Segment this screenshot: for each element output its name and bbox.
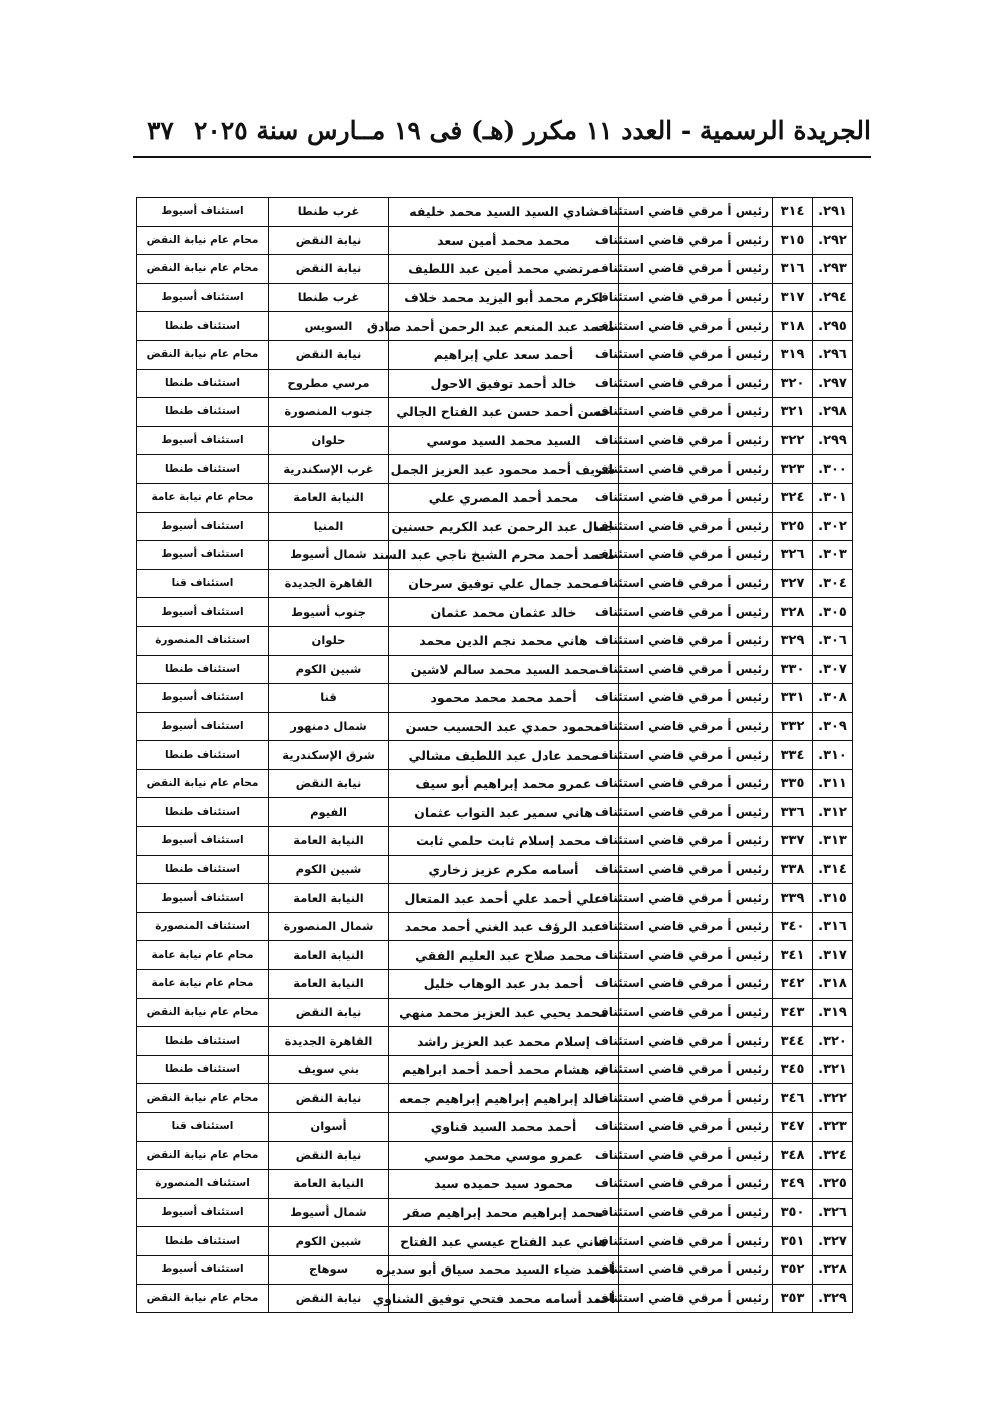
row-number-cell: ٣٢٢. xyxy=(813,1084,853,1113)
current-title-cell: رئيس أ مرقي قاضي استئناف xyxy=(619,1170,773,1199)
person-name-cell: محمد السيد محمد سالم لاشين xyxy=(389,655,619,684)
row-number-cell: ٣١٤. xyxy=(813,855,853,884)
assigned-court-cell: استئناف طنطا xyxy=(137,855,269,884)
table-row xyxy=(137,626,853,655)
current-title-cell: رئيس أ مرقي قاضي استئناف xyxy=(619,569,773,598)
assigned-court-cell: استئناف طنطا xyxy=(137,398,269,427)
seniority-code-cell: ٣٢٩ xyxy=(773,626,813,655)
person-name-cell: هاني عبد الفتاح عيسي عبد الفتاح xyxy=(389,1227,619,1256)
row-number-cell: ٣٢٩. xyxy=(813,1284,853,1313)
current-title-cell: رئيس أ مرقي قاضي استئناف xyxy=(619,369,773,398)
person-name-cell: أحمد محمد محمد محمود xyxy=(389,684,619,713)
assigned-location-cell: شبين الكوم xyxy=(269,655,389,684)
assigned-location-cell: المنيا xyxy=(269,512,389,541)
person-name-cell: محمد أحمد المصري علي xyxy=(389,483,619,512)
current-title-cell: رئيس أ مرقي قاضي استئناف xyxy=(619,684,773,713)
seniority-code-cell: ٣٢٤ xyxy=(773,483,813,512)
table-row xyxy=(137,398,853,427)
person-name-cell: أحمد ضياء السيد محمد سياق أبو سديره xyxy=(389,1255,619,1284)
table-row xyxy=(137,941,853,970)
assigned-court-cell: استئناف أسيوط xyxy=(137,541,269,570)
assigned-court-cell: محام عام نيابة النقض xyxy=(137,255,269,284)
row-number-cell: ٣٠١. xyxy=(813,483,853,512)
row-number-cell: ٣٠٣. xyxy=(813,541,853,570)
row-number-cell: ٣٢١. xyxy=(813,1055,853,1084)
table-row xyxy=(137,541,853,570)
current-title-cell: رئيس أ مرقي قاضي استئناف xyxy=(619,798,773,827)
assigned-court-cell: استئناف قنا xyxy=(137,1113,269,1142)
current-title-cell: رئيس أ مرقي قاضي استئناف xyxy=(619,1255,773,1284)
table-row xyxy=(137,798,853,827)
assigned-court-cell: استئناف طنطا xyxy=(137,798,269,827)
assigned-location-cell: النيابة العامة xyxy=(269,970,389,999)
current-title-cell: رئيس أ مرقي قاضي استئناف xyxy=(619,626,773,655)
assigned-court-cell: استئناف قنا xyxy=(137,569,269,598)
current-title-cell: رئيس أ مرقي قاضي استئناف xyxy=(619,1055,773,1084)
current-title-cell: رئيس أ مرقي قاضي استئناف xyxy=(619,255,773,284)
assigned-court-cell: استئناف أسيوط xyxy=(137,884,269,913)
assigned-court-cell: استئناف طنطا xyxy=(137,369,269,398)
assigned-location-cell: القاهرة الجديدة xyxy=(269,569,389,598)
current-title-cell: رئيس أ مرقي قاضي استئناف xyxy=(619,884,773,913)
table-row xyxy=(137,483,853,512)
row-number-cell: ٣٠٩. xyxy=(813,712,853,741)
seniority-code-cell: ٣٤٥ xyxy=(773,1055,813,1084)
table-row xyxy=(137,1027,853,1056)
table-row xyxy=(137,769,853,798)
table-row xyxy=(137,312,853,341)
person-name-cell: خالد عثمان محمد عثمان xyxy=(389,598,619,627)
table-row xyxy=(137,369,853,398)
person-name-cell: عمرو موسي محمد موسي xyxy=(389,1141,619,1170)
assigned-location-cell: نيابة النقض xyxy=(269,998,389,1027)
row-number-cell: ٣٠٦. xyxy=(813,626,853,655)
current-title-cell: رئيس أ مرقي قاضي استئناف xyxy=(619,970,773,999)
person-name-cell: أحمد سعد علي إبراهيم xyxy=(389,340,619,369)
table-row xyxy=(137,340,853,369)
table-row xyxy=(137,598,853,627)
person-name-cell: محمود سيد حميده سيد xyxy=(389,1170,619,1199)
table-row xyxy=(137,1284,853,1313)
assigned-location-cell: سوهاج xyxy=(269,1255,389,1284)
row-number-cell: ٣١٠. xyxy=(813,741,853,770)
person-name-cell: شريف أحمد محمود عبد العزيز الجمل xyxy=(389,455,619,484)
seniority-code-cell: ٣٣١ xyxy=(773,684,813,713)
assigned-court-cell: استئناف أسيوط xyxy=(137,198,269,227)
current-title-cell: رئيس أ مرقي قاضي استئناف xyxy=(619,541,773,570)
current-title-cell: رئيس أ مرقي قاضي استئناف xyxy=(619,512,773,541)
assigned-location-cell: غرب الإسكندرية xyxy=(269,455,389,484)
assigned-location-cell: شمال المنصورة xyxy=(269,912,389,941)
current-title-cell: رئيس أ مرقي قاضي استئناف xyxy=(619,312,773,341)
table-row xyxy=(137,1227,853,1256)
row-number-cell: ٣٠٥. xyxy=(813,598,853,627)
assigned-location-cell: شمال أسيوط xyxy=(269,541,389,570)
person-name-cell: محمد عبد المنعم عبد الرحمن أحمد صادق xyxy=(389,312,619,341)
table-row xyxy=(137,283,853,312)
assigned-court-cell: استئناف طنطا xyxy=(137,655,269,684)
person-name-cell: جمال عبد الرحمن عبد الكريم حسنين xyxy=(389,512,619,541)
table-row xyxy=(137,1255,853,1284)
assigned-court-cell: محام عام نيابة عامة xyxy=(137,941,269,970)
assigned-court-cell: استئناف أسيوط xyxy=(137,598,269,627)
table-row xyxy=(137,512,853,541)
seniority-code-cell: ٣٢٧ xyxy=(773,569,813,598)
person-name-cell: محمد عادل عبد اللطيف مشالي xyxy=(389,741,619,770)
current-title-cell: رئيس أ مرقي قاضي استئناف xyxy=(619,769,773,798)
person-name-cell: علي أحمد علي أحمد عبد المتعال xyxy=(389,884,619,913)
table-row xyxy=(137,855,853,884)
table-row xyxy=(137,684,853,713)
assigned-court-cell: استئناف أسيوط xyxy=(137,426,269,455)
current-title-cell: رئيس أ مرقي قاضي استئناف xyxy=(619,398,773,427)
assigned-court-cell: استئناف أسيوط xyxy=(137,512,269,541)
current-title-cell: رئيس أ مرقي قاضي استئناف xyxy=(619,827,773,856)
person-name-cell: هاني محمد نجم الدين محمد xyxy=(389,626,619,655)
current-title-cell: رئيس أ مرقي قاضي استئناف xyxy=(619,941,773,970)
assigned-location-cell: غرب طنطا xyxy=(269,198,389,227)
row-number-cell: ٢٩٨. xyxy=(813,398,853,427)
current-title-cell: رئيس أ مرقي قاضي استئناف xyxy=(619,455,773,484)
assigned-court-cell: محام عام نيابة النقض xyxy=(137,340,269,369)
person-name-cell: اكرم محمد أبو اليزيد محمد خلاف xyxy=(389,283,619,312)
assigned-court-cell: استئناف طنطا xyxy=(137,1027,269,1056)
seniority-code-cell: ٣٤٣ xyxy=(773,998,813,1027)
table-row xyxy=(137,970,853,999)
current-title-cell: رئيس أ مرقي قاضي استئناف xyxy=(619,1227,773,1256)
table-body xyxy=(137,198,853,1313)
row-number-cell: ٣٠٤. xyxy=(813,569,853,598)
seniority-code-cell: ٣٢٦ xyxy=(773,541,813,570)
seniority-code-cell: ٣١٩ xyxy=(773,340,813,369)
row-number-cell: ٢٩٢. xyxy=(813,226,853,255)
seniority-code-cell: ٣٢٨ xyxy=(773,598,813,627)
assigned-court-cell: استئناف طنطا xyxy=(137,1227,269,1256)
assigned-court-cell: استئناف طنطا xyxy=(137,1055,269,1084)
assigned-location-cell: شبين الكوم xyxy=(269,855,389,884)
assigned-court-cell: استئناف المنصورة xyxy=(137,1170,269,1199)
seniority-code-cell: ٣١٥ xyxy=(773,226,813,255)
assigned-location-cell: غرب طنطا xyxy=(269,283,389,312)
seniority-code-cell: ٣٥٣ xyxy=(773,1284,813,1313)
seniority-code-cell: ٣١٧ xyxy=(773,283,813,312)
person-name-cell: محمد إسلام ثابت حلمي ثابت xyxy=(389,827,619,856)
current-title-cell: رئيس أ مرقي قاضي استئناف xyxy=(619,998,773,1027)
seniority-code-cell: ٣٥٢ xyxy=(773,1255,813,1284)
current-title-cell: رئيس أ مرقي قاضي استئناف xyxy=(619,426,773,455)
table-row xyxy=(137,1141,853,1170)
assigned-location-cell: حلوان xyxy=(269,626,389,655)
table-row xyxy=(137,827,853,856)
assigned-location-cell: النيابة العامة xyxy=(269,483,389,512)
current-title-cell: رئيس أ مرقي قاضي استئناف xyxy=(619,483,773,512)
seniority-code-cell: ٣٤٤ xyxy=(773,1027,813,1056)
assigned-location-cell: حلوان xyxy=(269,426,389,455)
person-name-cell: محمد يحيي عبد العزيز محمد منهي xyxy=(389,998,619,1027)
table-row xyxy=(137,1198,853,1227)
row-number-cell: ٣٠٨. xyxy=(813,684,853,713)
appointments-table xyxy=(136,197,853,1313)
seniority-code-cell: ٣٢٣ xyxy=(773,455,813,484)
table-row xyxy=(137,198,853,227)
row-number-cell: ٢٩٧. xyxy=(813,369,853,398)
assigned-location-cell: نيابة النقض xyxy=(269,1084,389,1113)
seniority-code-cell: ٣٤١ xyxy=(773,941,813,970)
person-name-cell: محمود حمدي عبد الحسيب حسن xyxy=(389,712,619,741)
seniority-code-cell: ٣١٤ xyxy=(773,198,813,227)
row-number-cell: ٢٩٩. xyxy=(813,426,853,455)
person-name-cell: عبد الرؤف عبد الغني أحمد محمد xyxy=(389,912,619,941)
assigned-location-cell: الفيوم xyxy=(269,798,389,827)
assigned-location-cell: النيابة العامة xyxy=(269,1170,389,1199)
table-row xyxy=(137,569,853,598)
assigned-court-cell: استئناف أسيوط xyxy=(137,827,269,856)
row-number-cell: ٣٢٠. xyxy=(813,1027,853,1056)
assigned-court-cell: محام عام نيابة النقض xyxy=(137,1084,269,1113)
row-number-cell: ٣١٦. xyxy=(813,912,853,941)
row-number-cell: ٣١٧. xyxy=(813,941,853,970)
person-name-cell: حسن أحمد حسن عبد الفتاح الجالي xyxy=(389,398,619,427)
person-name-cell: هاني سمير عبد التواب عثمان xyxy=(389,798,619,827)
assigned-court-cell: استئناف المنصورة xyxy=(137,626,269,655)
current-title-cell: رئيس أ مرقي قاضي استئناف xyxy=(619,340,773,369)
assigned-court-cell: استئناف طنطا xyxy=(137,312,269,341)
seniority-code-cell: ٣٤٨ xyxy=(773,1141,813,1170)
assigned-location-cell: نيابة النقض xyxy=(269,769,389,798)
seniority-code-cell: ٣٣٧ xyxy=(773,827,813,856)
current-title-cell: رئيس أ مرقي قاضي استئناف xyxy=(619,1284,773,1313)
current-title-cell: رئيس أ مرقي قاضي استئناف xyxy=(619,741,773,770)
row-number-cell: ٣١٩. xyxy=(813,998,853,1027)
assigned-location-cell: أسوان xyxy=(269,1113,389,1142)
current-title-cell: رئيس أ مرقي قاضي استئناف xyxy=(619,1027,773,1056)
assigned-location-cell: شبين الكوم xyxy=(269,1227,389,1256)
row-number-cell: ٣١٢. xyxy=(813,798,853,827)
table-row xyxy=(137,884,853,913)
row-number-cell: ٢٩١. xyxy=(813,198,853,227)
assigned-court-cell: محام عام نيابة النقض xyxy=(137,1141,269,1170)
assigned-location-cell: بني سويف xyxy=(269,1055,389,1084)
person-name-cell: عمرو محمد إبراهيم أبو سيف xyxy=(389,769,619,798)
current-title-cell: رئيس أ مرقي قاضي استئناف xyxy=(619,855,773,884)
row-number-cell: ٣٠٧. xyxy=(813,655,853,684)
table-row xyxy=(137,226,853,255)
assigned-court-cell: استئناف أسيوط xyxy=(137,1255,269,1284)
seniority-code-cell: ٣٤٠ xyxy=(773,912,813,941)
row-number-cell: ٢٩٤. xyxy=(813,283,853,312)
assigned-location-cell: شرق الإسكندرية xyxy=(269,741,389,770)
table-row xyxy=(137,655,853,684)
assigned-location-cell: جنوب أسيوط xyxy=(269,598,389,627)
seniority-code-cell: ٣٢١ xyxy=(773,398,813,427)
person-name-cell: مرتضي محمد أمين عبد اللطيف xyxy=(389,255,619,284)
person-name-cell: أحمد أسامه محمد فتحي توفيق الشناوي xyxy=(389,1284,619,1313)
person-name-cell: محمد صلاح عبد العليم الفقي xyxy=(389,941,619,970)
person-name-cell: محمد محمد أمين سعد xyxy=(389,226,619,255)
table-row xyxy=(137,998,853,1027)
assigned-court-cell: استئناف أسيوط xyxy=(137,283,269,312)
person-name-cell: محمد أحمد محرم الشيخ ناجي عبد السند xyxy=(389,541,619,570)
current-title-cell: رئيس أ مرقي قاضي استئناف xyxy=(619,598,773,627)
table-row xyxy=(137,1084,853,1113)
current-title-cell: رئيس أ مرقي قاضي استئناف xyxy=(619,226,773,255)
assigned-location-cell: نيابة النقض xyxy=(269,340,389,369)
row-number-cell: ٣٠٠. xyxy=(813,455,853,484)
assigned-location-cell: السويس xyxy=(269,312,389,341)
person-name-cell: محمد جمال علي توفيق سرحان xyxy=(389,569,619,598)
current-title-cell: رئيس أ مرقي قاضي استئناف xyxy=(619,655,773,684)
assigned-location-cell: مرسي مطروح xyxy=(269,369,389,398)
person-name-cell: خالد إبراهيم إبراهيم إبراهيم جمعه xyxy=(389,1084,619,1113)
assigned-court-cell: محام عام نيابة عامة xyxy=(137,483,269,512)
assigned-court-cell: محام عام نيابة النقض xyxy=(137,226,269,255)
assigned-location-cell: شمال أسيوط xyxy=(269,1198,389,1227)
row-number-cell: ٢٩٥. xyxy=(813,312,853,341)
assigned-location-cell: شمال دمنهور xyxy=(269,712,389,741)
seniority-code-cell: ٣٥٠ xyxy=(773,1198,813,1227)
table-row xyxy=(137,1113,853,1142)
person-name-cell: د. هشام محمد أحمد أحمد ابراهيم xyxy=(389,1055,619,1084)
seniority-code-cell: ٣٣٩ xyxy=(773,884,813,913)
current-title-cell: رئيس أ مرقي قاضي استئناف xyxy=(619,712,773,741)
person-name-cell: أحمد بدر عبد الوهاب خليل xyxy=(389,970,619,999)
table-row xyxy=(137,426,853,455)
current-title-cell: رئيس أ مرقي قاضي استئناف xyxy=(619,912,773,941)
assigned-location-cell: قنا xyxy=(269,684,389,713)
row-number-cell: ٣١٨. xyxy=(813,970,853,999)
current-title-cell: رئيس أ مرقي قاضي استئناف xyxy=(619,283,773,312)
seniority-code-cell: ٣٤٩ xyxy=(773,1170,813,1199)
assigned-court-cell: محام عام نيابة عامة xyxy=(137,970,269,999)
assigned-court-cell: استئناف أسيوط xyxy=(137,684,269,713)
page-number: ٣٧ xyxy=(147,116,174,145)
seniority-code-cell: ٣٣٢ xyxy=(773,712,813,741)
table-row xyxy=(137,1170,853,1199)
seniority-code-cell: ٣٢٠ xyxy=(773,369,813,398)
seniority-code-cell: ٣٢٥ xyxy=(773,512,813,541)
page-header xyxy=(133,112,871,156)
current-title-cell: رئيس أ مرقي قاضي استئناف xyxy=(619,1084,773,1113)
current-title-cell: رئيس أ مرقي قاضي استئناف xyxy=(619,1198,773,1227)
row-number-cell: ٣١٥. xyxy=(813,884,853,913)
assigned-location-cell: النيابة العامة xyxy=(269,827,389,856)
row-number-cell: ٣٢٤. xyxy=(813,1141,853,1170)
assigned-location-cell: نيابة النقض xyxy=(269,226,389,255)
table-row xyxy=(137,912,853,941)
assigned-location-cell: نيابة النقض xyxy=(269,1141,389,1170)
seniority-code-cell: ٣٣٤ xyxy=(773,741,813,770)
seniority-code-cell: ٣٤٦ xyxy=(773,1084,813,1113)
person-name-cell: أحمد محمد السيد قناوي xyxy=(389,1113,619,1142)
assigned-court-cell: استئناف أسيوط xyxy=(137,1198,269,1227)
seniority-code-cell: ٣٤٧ xyxy=(773,1113,813,1142)
row-number-cell: ٣٠٢. xyxy=(813,512,853,541)
table-row xyxy=(137,1055,853,1084)
seniority-code-cell: ٣٤٢ xyxy=(773,970,813,999)
assigned-location-cell: جنوب المنصورة xyxy=(269,398,389,427)
assigned-court-cell: استئناف طنطا xyxy=(137,455,269,484)
person-name-cell: أسامه مكرم عزيز زخاري xyxy=(389,855,619,884)
seniority-code-cell: ٣٣٨ xyxy=(773,855,813,884)
row-number-cell: ٢٩٣. xyxy=(813,255,853,284)
assigned-location-cell: نيابة النقض xyxy=(269,1284,389,1313)
gazette-title: الجريدة الرسمية - العدد ١١ مكرر (هـ) فى ١٩ مــارس سنة ٢٠٢٥ xyxy=(194,116,871,145)
seniority-code-cell: ٣١٨ xyxy=(773,312,813,341)
seniority-code-cell: ٣١٦ xyxy=(773,255,813,284)
table-row xyxy=(137,255,853,284)
table-row xyxy=(137,741,853,770)
assigned-court-cell: استئناف أسيوط xyxy=(137,712,269,741)
person-name-cell: السيد محمد السيد موسي xyxy=(389,426,619,455)
header-divider xyxy=(133,156,871,158)
assigned-court-cell: محام عام نيابة النقض xyxy=(137,1284,269,1313)
person-name-cell: شادي السيد السيد محمد خليفه xyxy=(389,198,619,227)
assigned-location-cell: القاهرة الجديدة xyxy=(269,1027,389,1056)
assigned-court-cell: محام عام نيابة النقض xyxy=(137,769,269,798)
person-name-cell: خالد أحمد توفيق الاحول xyxy=(389,369,619,398)
row-number-cell: ٣٢٧. xyxy=(813,1227,853,1256)
appointments-table-container xyxy=(136,197,852,1313)
table-row xyxy=(137,712,853,741)
row-number-cell: ٣١١. xyxy=(813,769,853,798)
seniority-code-cell: ٣٢٢ xyxy=(773,426,813,455)
table-row xyxy=(137,455,853,484)
person-name-cell: إسلام محمد عبد العزيز راشد xyxy=(389,1027,619,1056)
row-number-cell: ٣٢٦. xyxy=(813,1198,853,1227)
assigned-location-cell: النيابة العامة xyxy=(269,941,389,970)
assigned-court-cell: استئناف طنطا xyxy=(137,741,269,770)
row-number-cell: ٣١٣. xyxy=(813,827,853,856)
current-title-cell: رئيس أ مرقي قاضي استئناف xyxy=(619,1141,773,1170)
current-title-cell: رئيس أ مرقي قاضي استئناف xyxy=(619,1113,773,1142)
row-number-cell: ٣٢٨. xyxy=(813,1255,853,1284)
assigned-location-cell: النيابة العامة xyxy=(269,884,389,913)
current-title-cell: رئيس أ مرقي قاضي استئناف xyxy=(619,198,773,227)
row-number-cell: ٢٩٦. xyxy=(813,340,853,369)
seniority-code-cell: ٣٥١ xyxy=(773,1227,813,1256)
seniority-code-cell: ٣٣٦ xyxy=(773,798,813,827)
person-name-cell: محمد إبراهيم محمد إبراهيم صقر xyxy=(389,1198,619,1227)
row-number-cell: ٣٢٣. xyxy=(813,1113,853,1142)
assigned-location-cell: نيابة النقض xyxy=(269,255,389,284)
row-number-cell: ٣٢٥. xyxy=(813,1170,853,1199)
seniority-code-cell: ٣٣٠ xyxy=(773,655,813,684)
assigned-court-cell: استئناف المنصورة xyxy=(137,912,269,941)
assigned-court-cell: محام عام نيابة النقض xyxy=(137,998,269,1027)
seniority-code-cell: ٣٣٥ xyxy=(773,769,813,798)
